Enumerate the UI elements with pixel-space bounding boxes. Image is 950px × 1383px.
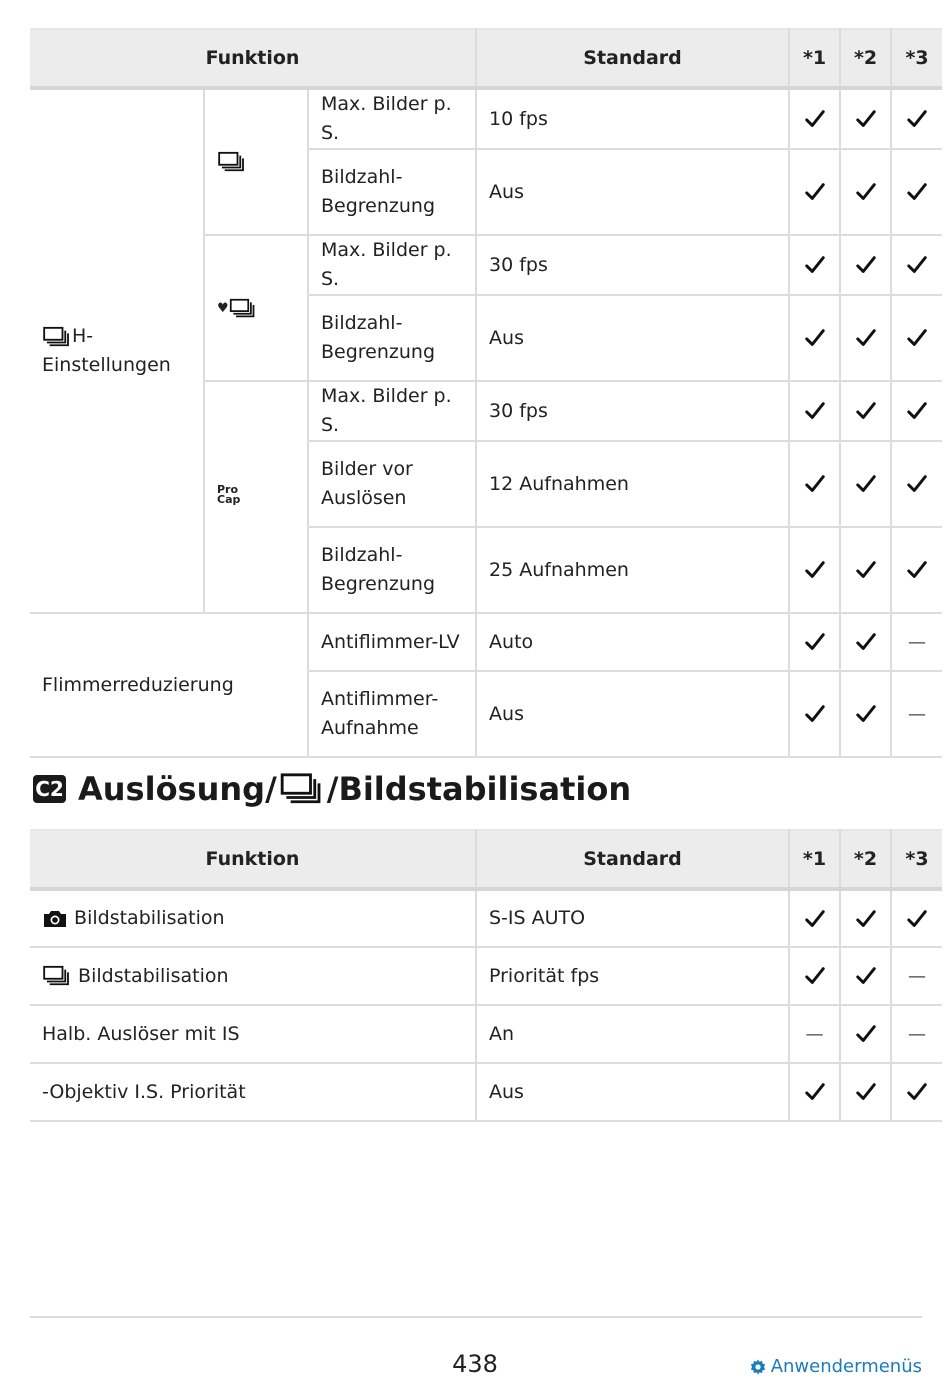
checkmark-icon — [906, 108, 928, 130]
table-row — [30, 1005, 942, 1063]
checkmark-icon — [804, 1081, 826, 1103]
row-value: Aus — [476, 1063, 789, 1121]
col-header-funktion: Funktion — [30, 830, 476, 889]
table-row — [30, 88, 942, 149]
row-value: 30 fps — [476, 235, 789, 295]
checkmark-icon — [855, 473, 877, 495]
row-value: 12 Aufnahmen — [476, 441, 789, 527]
section-title: C2 Auslösung/ /Bildstabilisation — [33, 770, 631, 808]
col-header-2: *2 — [840, 830, 891, 889]
row-label: -Objektiv I.S. Priorität — [30, 1063, 476, 1121]
col-header-1: *1 — [789, 830, 840, 889]
checkmark-icon — [906, 908, 928, 930]
checkmark-icon — [804, 703, 826, 725]
row-value: Auto — [476, 613, 789, 671]
checkmark-icon — [804, 327, 826, 349]
dash: — — [908, 1023, 926, 1045]
checkmark-icon — [804, 400, 826, 422]
checkmark-icon — [906, 327, 928, 349]
table-row — [30, 1063, 942, 1121]
checkmark-icon — [906, 400, 928, 422]
row-label: Bilder vor Auslösen — [308, 441, 476, 527]
col-header-3: *3 — [891, 29, 942, 88]
checkmark-icon — [855, 108, 877, 130]
page-number: 438 — [452, 1350, 498, 1378]
checkmark-icon — [855, 327, 877, 349]
sequential-shooting-icon — [217, 151, 247, 173]
group-sequential-h-settings: H- Einstellungen — [30, 88, 204, 613]
col-header-1: *1 — [789, 29, 840, 88]
row-label: Bildzahl-Begrenzung — [308, 149, 476, 235]
table-row — [30, 613, 942, 671]
col-header-standard: Standard — [476, 29, 789, 88]
gear-icon — [749, 1358, 767, 1376]
checkmark-icon — [906, 1081, 928, 1103]
row-value: Aus — [476, 149, 789, 235]
settings-table-2 — [30, 829, 942, 1122]
dash: — — [908, 965, 926, 987]
checkmark-icon — [855, 254, 877, 276]
checkmark-icon — [906, 181, 928, 203]
checkmark-icon — [804, 908, 826, 930]
checkmark-icon — [855, 965, 877, 987]
row-value: Aus — [476, 295, 789, 381]
c2-badge: C2 — [33, 775, 66, 803]
checkmark-icon — [855, 703, 877, 725]
dash: — — [908, 631, 927, 653]
checkmark-icon — [855, 631, 877, 653]
checkmark-icon — [855, 1081, 877, 1103]
dash: — — [805, 1023, 824, 1045]
row-value: 10 fps — [476, 88, 789, 149]
checkmark-icon — [804, 254, 826, 276]
sequential-shooting-icon — [42, 326, 72, 348]
checkmark-icon — [855, 1023, 877, 1045]
row-value: Aus — [476, 671, 789, 757]
row-label: Bildstabilisation — [30, 889, 476, 947]
row-label: Max. Bilder p. S. — [308, 235, 476, 295]
sequential-shooting-icon — [42, 965, 72, 987]
checkmark-icon — [804, 559, 826, 581]
heart-sequential-icon: ♥ — [217, 294, 257, 323]
checkmark-icon — [855, 908, 877, 930]
checkmark-icon — [855, 400, 877, 422]
checkmark-icon — [804, 631, 826, 653]
col-header-3: *3 — [891, 830, 942, 889]
row-value: Priorität fps — [476, 947, 789, 1005]
col-header-standard: Standard — [476, 830, 789, 889]
checkmark-icon — [804, 965, 826, 987]
row-label: Bildzahl-Begrenzung — [308, 295, 476, 381]
group-flicker-reduction: Flimmerreduzierung — [30, 613, 308, 757]
table-row — [30, 889, 942, 947]
row-label: Antiflimmer-Aufnahme — [308, 671, 476, 757]
sequential-shooting-icon — [279, 772, 325, 806]
col-header-funktion: Funktion — [30, 29, 476, 88]
row-label: Max. Bilder p. S. — [308, 88, 476, 149]
checkmark-icon — [804, 473, 826, 495]
row-label: Bildzahl-Begrenzung — [308, 527, 476, 613]
row-value: S-IS AUTO — [476, 889, 789, 947]
row-value: 25 Aufnahmen — [476, 527, 789, 613]
subgroup-silent-sequential — [204, 235, 308, 381]
subgroup-procap — [204, 381, 308, 613]
table-row — [30, 947, 942, 1005]
dash: — — [908, 703, 927, 725]
row-value: 30 fps — [476, 381, 789, 441]
checkmark-icon — [855, 181, 877, 203]
procap-icon: Pro Cap — [217, 482, 241, 506]
checkmark-icon — [906, 473, 928, 495]
checkmark-icon — [906, 254, 928, 276]
checkmark-icon — [804, 108, 826, 130]
row-label: Antiflimmer-LV — [308, 613, 476, 671]
camera-icon — [42, 909, 68, 929]
row-label: Bildstabilisation — [30, 947, 476, 1005]
row-label: Max. Bilder p. S. — [308, 381, 476, 441]
anwendermenues-link[interactable]: Anwendermenüs — [749, 1356, 922, 1377]
row-label: Halb. Auslöser mit IS — [30, 1005, 476, 1063]
row-value: An — [476, 1005, 789, 1063]
checkmark-icon — [855, 559, 877, 581]
col-header-2: *2 — [840, 29, 891, 88]
checkmark-icon — [906, 559, 928, 581]
settings-table-1 — [30, 28, 942, 758]
checkmark-icon — [804, 181, 826, 203]
footer-divider — [30, 1316, 922, 1318]
subgroup-sequential-h — [204, 88, 308, 235]
